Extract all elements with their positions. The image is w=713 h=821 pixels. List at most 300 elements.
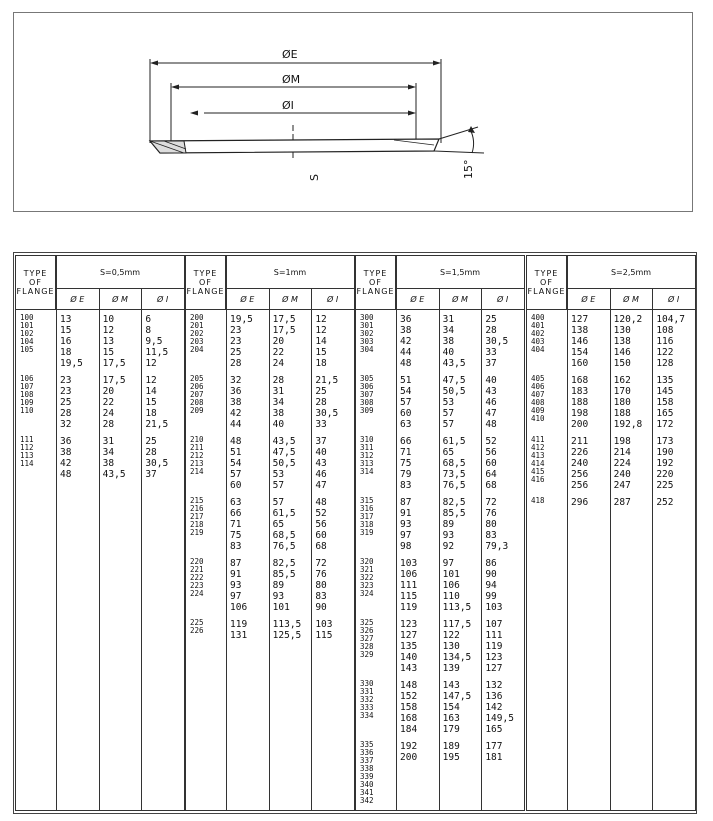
type-column <box>190 314 224 647</box>
table-cell: 99 <box>485 591 497 602</box>
table-cell: 48 <box>485 419 497 430</box>
table-cell: 189 <box>442 741 460 752</box>
flange-type: 202 <box>190 329 204 338</box>
table-cell: 42 <box>230 408 242 419</box>
value-column-e <box>230 314 267 647</box>
table-cell: 33 <box>485 347 497 358</box>
flange-type: 331 <box>360 687 374 696</box>
flange-type: 334 <box>360 711 374 720</box>
table-cell: 240 <box>571 458 589 469</box>
table-cell: 198 <box>571 408 589 419</box>
flange-type: 412 <box>531 443 545 452</box>
table-cell: 135 <box>656 375 674 386</box>
table-cell: 83 <box>485 530 497 541</box>
table-cell: 60 <box>230 480 242 491</box>
flange-type: 415 <box>531 467 545 476</box>
table-cell: 15 <box>102 347 115 358</box>
table-cell: 18 <box>315 358 327 369</box>
flange-type: 302 <box>360 329 374 338</box>
type-of-flange-header: TYPE OF FLANGE <box>16 256 56 310</box>
flange-type: 404 <box>531 345 545 354</box>
table-cell: 40 <box>272 419 285 430</box>
table-cell: 123 <box>485 652 503 663</box>
col-header-i: Ø I <box>652 289 695 310</box>
flange-type: 341 <box>360 788 374 797</box>
table-cell: 28 <box>485 325 497 336</box>
table-cell: 76,5 <box>272 541 296 552</box>
table-cell: 147,5 <box>442 691 472 702</box>
table-cell: 36 <box>60 436 72 447</box>
flange-type: 215 <box>190 496 204 505</box>
table-cell: 57 <box>400 397 412 408</box>
flange-type: 410 <box>531 414 545 423</box>
table-cell: 85,5 <box>272 569 296 580</box>
table-cell: 180 <box>613 397 631 408</box>
flange-type: 305 <box>360 374 374 383</box>
table-cell: 200 <box>571 419 589 430</box>
flange-type: 221 <box>190 565 204 574</box>
table-cell: 57 <box>442 419 455 430</box>
value-column-m <box>443 314 480 811</box>
table-cell: 25 <box>145 436 157 447</box>
col-header-i: Ø I <box>141 289 184 310</box>
table-cell: 56 <box>485 447 497 458</box>
table-cell: 19,5 <box>230 314 253 325</box>
table-cell: 57 <box>272 497 285 508</box>
table-cell: 68,5 <box>442 458 466 469</box>
table-cell: 17,5 <box>102 375 126 386</box>
flange-type: 317 <box>360 512 374 521</box>
flange-type: 107 <box>20 382 34 391</box>
table-cell: 31 <box>442 314 455 325</box>
flange-type: 204 <box>190 345 204 354</box>
table-cell: 91 <box>400 508 412 519</box>
table-cell: 66 <box>230 508 242 519</box>
table-cell: 46 <box>315 469 327 480</box>
table-cell: 52 <box>315 508 327 519</box>
table-cell: 25 <box>230 347 242 358</box>
table-cell: 18 <box>145 408 157 419</box>
table-cell: 22 <box>102 397 115 408</box>
flange-type: 104 <box>20 337 34 346</box>
flange-type: 309 <box>360 406 374 415</box>
table-cell: 63 <box>400 419 412 430</box>
table-cell: 31 <box>272 386 285 397</box>
table-cell: 23 <box>230 336 242 347</box>
table-cell: 34 <box>442 325 455 336</box>
flange-type: 325 <box>360 618 374 627</box>
table-cell: 19,5 <box>60 358 83 369</box>
table-cell: 122 <box>656 347 674 358</box>
flange-type: 223 <box>190 581 204 590</box>
table-cell: 198 <box>613 436 631 447</box>
table-cell: 168 <box>400 713 418 724</box>
table-cell: 89 <box>442 519 455 530</box>
col-header-e: Ø E <box>56 289 99 310</box>
table-cell: 15 <box>60 325 72 336</box>
table-cell: 48 <box>315 497 327 508</box>
flange-type: 113 <box>20 451 34 460</box>
table-cell: 83 <box>400 480 412 491</box>
table-cell: 148 <box>400 680 418 691</box>
table-cell: 79,3 <box>485 541 509 552</box>
table-cell: 61,5 <box>442 436 466 447</box>
flange-type: 403 <box>531 337 545 346</box>
flange-type: 110 <box>20 406 34 415</box>
flange-type: 329 <box>360 650 374 659</box>
thickness-header: S=2,5mm <box>567 256 695 289</box>
table-cell: 75 <box>230 530 242 541</box>
table-cell: 40 <box>315 447 327 458</box>
table-cell: 83 <box>230 541 242 552</box>
table-cell: 66 <box>400 436 412 447</box>
table-cell: 21,5 <box>145 419 169 430</box>
flange-type: 209 <box>190 406 204 415</box>
table-cell: 6 <box>145 314 152 325</box>
table-cell: 101 <box>442 569 460 580</box>
table-cell: 20 <box>102 386 115 397</box>
table-cell: 177 <box>485 741 503 752</box>
flange-type: 411 <box>531 435 545 444</box>
table-cell: 82,5 <box>272 558 296 569</box>
table-block <box>185 255 355 811</box>
type-column <box>360 314 394 811</box>
table-cell: 21,5 <box>315 375 339 386</box>
table-cell: 22 <box>272 347 285 358</box>
table-cell: 38 <box>102 458 115 469</box>
flange-type: 222 <box>190 573 204 582</box>
value-column-i <box>315 314 352 647</box>
table-cell: 97 <box>442 558 455 569</box>
table-block <box>526 255 696 811</box>
table-cell: 158 <box>656 397 674 408</box>
table-cell: 43,5 <box>272 436 296 447</box>
value-column-e <box>400 314 437 811</box>
table-cell: 17,5 <box>272 314 296 325</box>
table-cell: 170 <box>613 386 631 397</box>
flange-type: 339 <box>360 772 374 781</box>
col-header-e: Ø E <box>226 289 269 310</box>
table-cell: 87 <box>400 497 412 508</box>
table-cell: 225 <box>656 480 674 491</box>
flange-type: 201 <box>190 321 204 330</box>
table-cell: 13 <box>60 314 72 325</box>
table-cell: 92 <box>442 541 455 552</box>
flange-type: 314 <box>360 467 374 476</box>
angle-label: 15° <box>462 159 475 179</box>
flange-type: 216 <box>190 504 204 513</box>
value-column-i <box>145 314 182 486</box>
value-column-m <box>614 314 651 514</box>
flange-type: 301 <box>360 321 374 330</box>
table-cell: 131 <box>230 630 248 641</box>
table-cell: 43 <box>315 458 327 469</box>
table-cell: 98 <box>400 541 412 552</box>
flange-type: 319 <box>360 528 374 537</box>
table-cell: 93 <box>400 519 412 530</box>
type-column <box>20 314 54 486</box>
table-cell: 37 <box>145 469 157 480</box>
flange-type: 307 <box>360 390 374 399</box>
table-cell: 76,5 <box>442 480 466 491</box>
table-cell: 214 <box>613 447 631 458</box>
table-cell: 108 <box>656 325 674 336</box>
table-cell: 106 <box>442 580 460 591</box>
table-cell: 145 <box>656 386 674 397</box>
table-cell: 101 <box>272 602 290 613</box>
col-header-m: Ø M <box>439 289 482 310</box>
table-cell: 123 <box>400 619 418 630</box>
flange-type: 205 <box>190 374 204 383</box>
table-cell: 107 <box>485 619 503 630</box>
table-cell: 12 <box>315 325 327 336</box>
flange-type: 105 <box>20 345 34 354</box>
value-column-i <box>656 314 693 514</box>
value-column-e <box>60 314 97 486</box>
flange-type: 207 <box>190 390 204 399</box>
table-cell: 47 <box>485 408 497 419</box>
table-cell: 211 <box>571 436 589 447</box>
flange-type: 406 <box>531 382 545 391</box>
flange-type: 211 <box>190 443 204 452</box>
table-cell: 85,5 <box>442 508 466 519</box>
table-cell: 28 <box>315 397 327 408</box>
table-cell: 90 <box>315 602 327 613</box>
flange-type: 111 <box>20 435 34 444</box>
table-cell: 14 <box>315 336 327 347</box>
flange-type: 214 <box>190 467 204 476</box>
table-cell: 154 <box>571 347 589 358</box>
table-cell: 143 <box>400 663 418 674</box>
table-cell: 184 <box>400 724 418 735</box>
table-cell: 103 <box>400 558 418 569</box>
table-cell: 76 <box>485 508 497 519</box>
col-header-e: Ø E <box>396 289 439 310</box>
table-cell: 12 <box>145 375 157 386</box>
table-cell: 113,5 <box>442 602 472 613</box>
table-cell: 149,5 <box>485 713 514 724</box>
table-cell: 103 <box>485 602 503 613</box>
flange-type: 308 <box>360 398 374 407</box>
table-cell: 13 <box>102 336 115 347</box>
table-cell: 42 <box>60 458 72 469</box>
table-cell: 20 <box>272 336 285 347</box>
table-cell: 25 <box>315 386 327 397</box>
flange-type: 203 <box>190 337 204 346</box>
table-cell: 188 <box>613 408 631 419</box>
flange-type: 208 <box>190 398 204 407</box>
table-cell: 40 <box>485 375 497 386</box>
table-cell: 192 <box>400 741 418 752</box>
table-cell: 9,5 <box>145 336 163 347</box>
table-cell: 115 <box>400 591 418 602</box>
table-cell: 104,7 <box>656 314 685 325</box>
table-cell: 23 <box>230 325 242 336</box>
flange-type: 310 <box>360 435 374 444</box>
table-cell: 93 <box>230 580 242 591</box>
table-cell: 54 <box>400 386 412 397</box>
table-cell: 130 <box>613 325 631 336</box>
flange-type: 416 <box>531 475 545 484</box>
table-cell: 12 <box>315 314 327 325</box>
table-cell: 168 <box>571 375 589 386</box>
dim-s-label: S <box>308 174 321 181</box>
table-cell: 38 <box>400 325 412 336</box>
table-cell: 64 <box>485 469 497 480</box>
flange-type: 324 <box>360 589 374 598</box>
table-cell: 73,5 <box>442 469 466 480</box>
table-cell: 113,5 <box>272 619 302 630</box>
flange-type: 322 <box>360 573 374 582</box>
table-cell: 240 <box>613 469 631 480</box>
table-cell: 179 <box>442 724 460 735</box>
table-cell: 195 <box>442 752 460 763</box>
table-cell: 11,5 <box>145 347 169 358</box>
table-cell: 163 <box>442 713 460 724</box>
table-cell: 127 <box>571 314 589 325</box>
table-cell: 48 <box>60 469 72 480</box>
table-cell: 23 <box>60 375 72 386</box>
table-cell: 24 <box>102 408 115 419</box>
flange-type: 106 <box>20 374 34 383</box>
table-cell: 139 <box>442 663 460 674</box>
table-cell: 38 <box>230 397 242 408</box>
table-cell: 15 <box>315 347 327 358</box>
flange-type: 217 <box>190 512 204 521</box>
table-cell: 93 <box>272 591 285 602</box>
table-cell: 136 <box>485 691 503 702</box>
table-cell: 28 <box>60 408 72 419</box>
flange-type: 224 <box>190 589 204 598</box>
table-cell: 119 <box>485 641 503 652</box>
thickness-header: S=1mm <box>226 256 354 289</box>
flange-type: 219 <box>190 528 204 537</box>
flange-dimensions-table <box>13 252 697 814</box>
table-cell: 256 <box>571 469 589 480</box>
table-cell: 30,5 <box>485 336 509 347</box>
table-cell: 25 <box>485 314 497 325</box>
table-cell: 44 <box>400 347 412 358</box>
flange-type: 210 <box>190 435 204 444</box>
thickness-header: S=1,5mm <box>396 256 524 289</box>
table-cell: 28 <box>145 447 157 458</box>
table-cell: 34 <box>102 447 115 458</box>
table-cell: 165 <box>656 408 674 419</box>
table-cell: 146 <box>571 336 589 347</box>
table-cell: 135 <box>400 641 418 652</box>
table-cell: 37 <box>485 358 497 369</box>
type-of-flange-header: TYPE OF FLANGE <box>356 256 396 310</box>
flange-type: 321 <box>360 565 374 574</box>
table-cell: 12 <box>145 358 157 369</box>
dim-i-label: ØI <box>282 99 294 112</box>
table-cell: 57 <box>272 480 285 491</box>
table-cell: 120,2 <box>613 314 643 325</box>
table-cell: 90 <box>485 569 497 580</box>
type-of-flange-header: TYPE OF FLANGE <box>527 256 567 310</box>
flange-type: 400 <box>531 313 545 322</box>
flange-type: 414 <box>531 459 545 468</box>
flange-type: 101 <box>20 321 34 330</box>
table-cell: 158 <box>400 702 418 713</box>
table-cell: 79 <box>400 469 412 480</box>
col-header-i: Ø I <box>311 289 354 310</box>
table-cell: 43 <box>485 386 497 397</box>
table-cell: 24 <box>272 358 285 369</box>
flange-type: 408 <box>531 398 545 407</box>
table-cell: 38 <box>272 408 285 419</box>
flange-type: 212 <box>190 451 204 460</box>
table-cell: 68,5 <box>272 530 296 541</box>
table-cell: 97 <box>400 530 412 541</box>
table-cell: 190 <box>656 447 674 458</box>
table-cell: 30,5 <box>315 408 339 419</box>
table-cell: 53 <box>442 397 455 408</box>
flange-type: 340 <box>360 780 374 789</box>
table-cell: 80 <box>315 580 327 591</box>
col-header-e: Ø E <box>567 289 610 310</box>
table-cell: 82,5 <box>442 497 466 508</box>
table-cell: 18 <box>60 347 72 358</box>
table-cell: 89 <box>272 580 285 591</box>
table-cell: 86 <box>485 558 497 569</box>
flange-type: 108 <box>20 390 34 399</box>
table-cell: 106 <box>230 602 248 613</box>
table-cell: 256 <box>571 480 589 491</box>
table-cell: 226 <box>571 447 589 458</box>
table-cell: 115 <box>315 630 333 641</box>
table-cell: 154 <box>442 702 460 713</box>
table-cell: 76 <box>315 569 327 580</box>
table-cell: 36 <box>400 314 412 325</box>
table-cell: 106 <box>400 569 418 580</box>
table-cell: 127 <box>400 630 418 641</box>
table-cell: 162 <box>613 375 631 386</box>
table-cell: 48 <box>230 436 242 447</box>
table-cell: 47,5 <box>442 375 466 386</box>
table-cell: 38 <box>442 336 455 347</box>
flange-type: 338 <box>360 764 374 773</box>
table-cell: 192 <box>656 458 674 469</box>
table-cell: 119 <box>400 602 418 613</box>
flange-type: 342 <box>360 796 374 805</box>
table-cell: 97 <box>230 591 242 602</box>
flange-type: 306 <box>360 382 374 391</box>
table-block <box>355 255 525 811</box>
table-cell: 14 <box>145 386 157 397</box>
flange-type: 220 <box>190 557 204 566</box>
table-cell: 138 <box>571 325 589 336</box>
table-cell: 57 <box>230 469 242 480</box>
table-cell: 47,5 <box>272 447 296 458</box>
table-cell: 32 <box>230 375 242 386</box>
table-cell: 63 <box>230 497 242 508</box>
table-cell: 111 <box>400 580 418 591</box>
table-cell: 122 <box>442 630 460 641</box>
flange-type: 100 <box>20 313 34 322</box>
flange-type: 337 <box>360 756 374 765</box>
table-cell: 94 <box>485 580 497 591</box>
table-cell: 71 <box>230 519 242 530</box>
table-cell: 143 <box>442 680 460 691</box>
table-cell: 60 <box>400 408 412 419</box>
flange-type: 332 <box>360 695 374 704</box>
table-cell: 83 <box>315 591 327 602</box>
table-cell: 37 <box>315 436 327 447</box>
flange-type: 333 <box>360 703 374 712</box>
table-cell: 17,5 <box>102 358 126 369</box>
table-cell: 36 <box>230 386 242 397</box>
